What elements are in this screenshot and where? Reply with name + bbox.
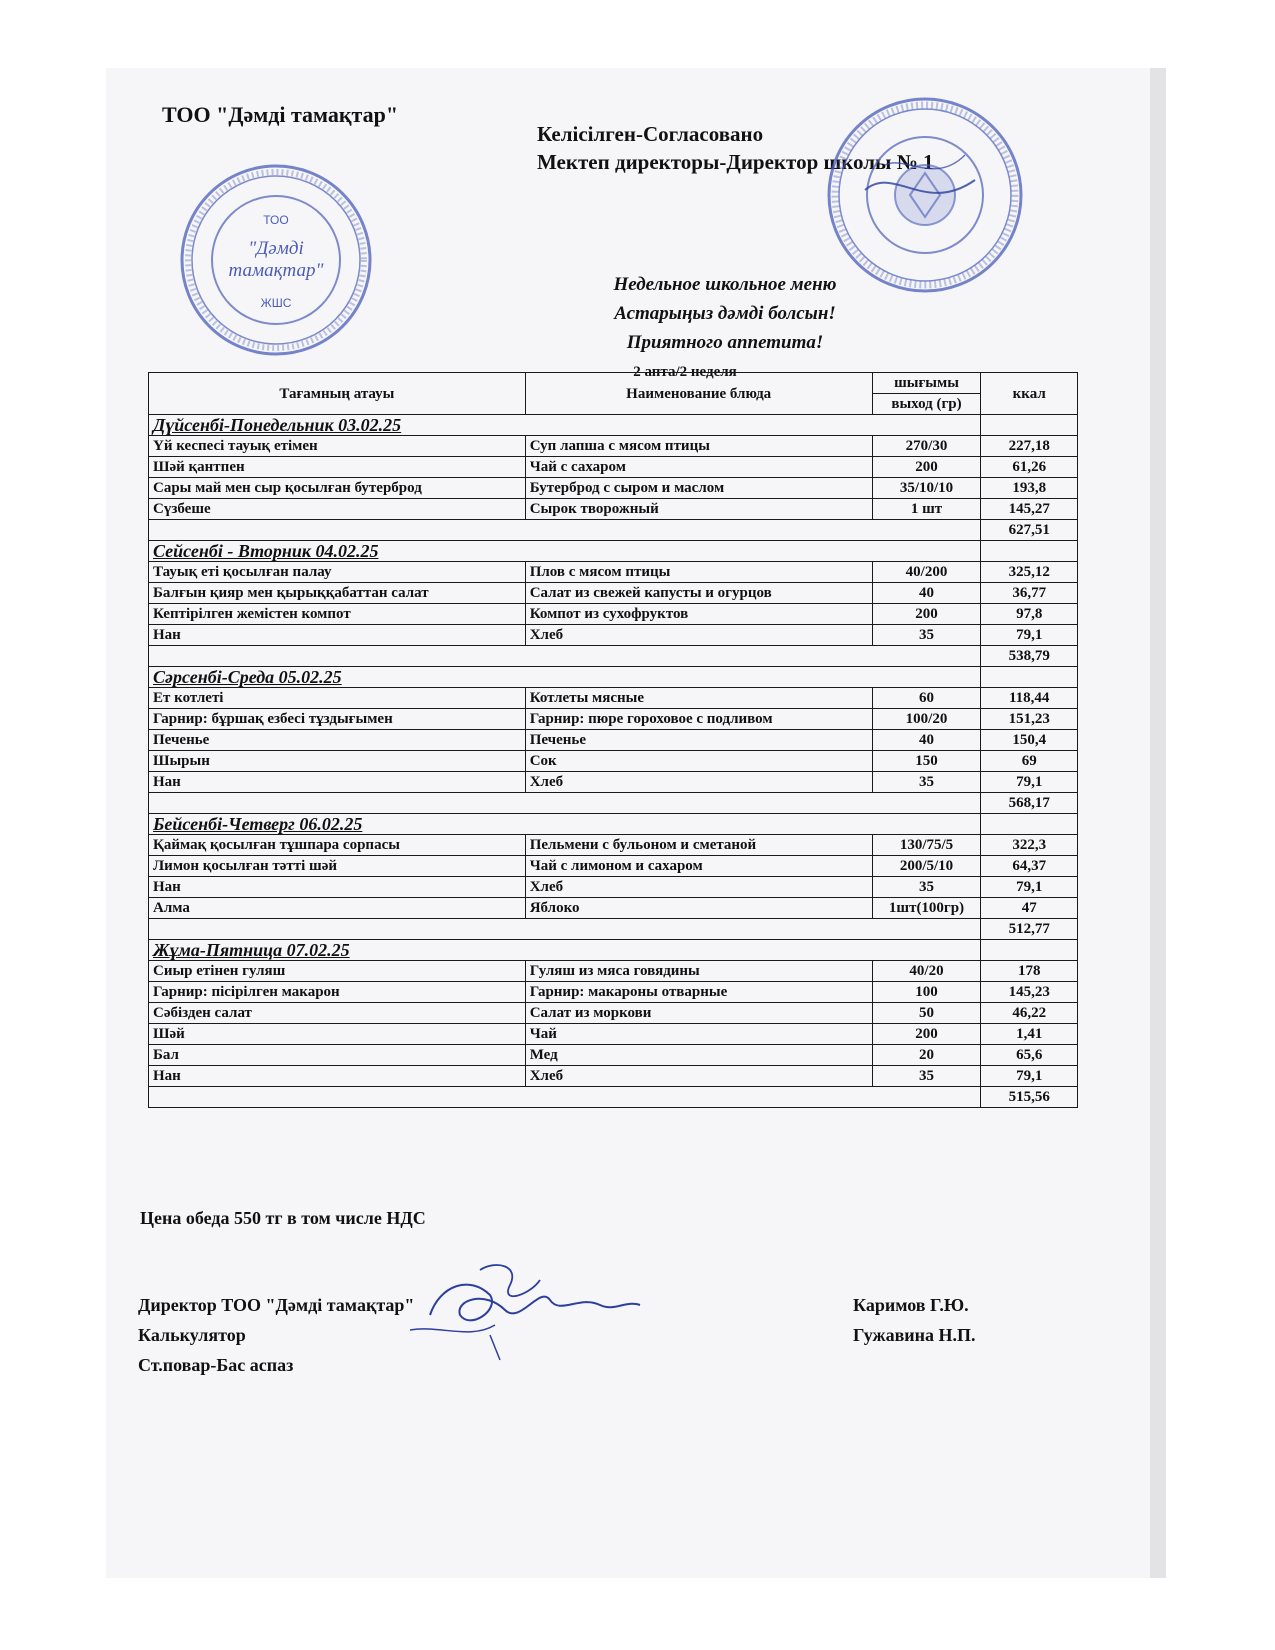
day-kcal-empty xyxy=(981,415,1078,436)
day-name: Бейсенбі-Четверг 06.02.25 xyxy=(149,814,981,835)
day-total-spacer xyxy=(149,1087,981,1108)
handwritten-signature-icon xyxy=(400,1255,650,1365)
table-header-row xyxy=(149,373,1078,394)
dish-name-ru: Сырок творожный xyxy=(525,499,872,520)
day-row xyxy=(149,415,1078,436)
dish-kcal: 79,1 xyxy=(981,772,1078,793)
dish-output: 50 xyxy=(872,1003,981,1024)
day-total-row xyxy=(149,520,1078,541)
dish-output: 100/20 xyxy=(872,709,981,730)
dish-name-kz: Шәй қантпен xyxy=(149,457,526,478)
price-note: Цена обеда 550 тг в том числе НДС xyxy=(140,1208,426,1228)
company-stamp-icon xyxy=(178,162,374,358)
stamp-text-2: "Дәмді xyxy=(248,238,304,259)
dish-kcal: 79,1 xyxy=(981,877,1078,898)
approval-line-2: Мектеп директоры-Директор школы № 1 xyxy=(537,150,934,174)
signature-title-director: Директор ТОО "Дәмді тамақтар" xyxy=(138,1295,415,1315)
dish-output: 40/200 xyxy=(872,562,981,583)
col-header-kcal: ккал xyxy=(981,373,1078,415)
menu-table xyxy=(148,372,1078,1108)
dish-name-kz: Кептірілген жемістен компот xyxy=(149,604,526,625)
dish-name-ru: Салат из свежей капусты и огурцов xyxy=(525,583,872,604)
dish-output: 130/75/5 xyxy=(872,835,981,856)
menu-greeting-kz: Астарыңыз дәмді болсын! xyxy=(614,303,836,324)
dish-output: 40 xyxy=(872,730,981,751)
dish-row xyxy=(149,877,1078,898)
dish-name-kz: Нан xyxy=(149,877,526,898)
day-name: Дүйсенбі-Понедельник 03.02.25 xyxy=(149,415,981,436)
dish-name-ru: Печенье xyxy=(525,730,872,751)
dish-kcal: 322,3 xyxy=(981,835,1078,856)
day-total-row xyxy=(149,646,1078,667)
dish-name-kz: Нан xyxy=(149,625,526,646)
col-header-ru: Наименование блюда xyxy=(525,373,872,415)
dish-name-kz: Шәй xyxy=(149,1024,526,1045)
dish-kcal: 69 xyxy=(981,751,1078,772)
dish-kcal: 145,27 xyxy=(981,499,1078,520)
dish-row xyxy=(149,898,1078,919)
dish-kcal: 36,77 xyxy=(981,583,1078,604)
dish-name-ru: Чай с сахаром xyxy=(525,457,872,478)
dish-name-ru: Пельмени с бульоном и сметаной xyxy=(525,835,872,856)
dish-kcal: 193,8 xyxy=(981,478,1078,499)
dish-row xyxy=(149,1045,1078,1066)
signature-name-director: Каримов Г.Ю. xyxy=(853,1295,969,1315)
dish-name-ru: Гарнир: макароны отварные xyxy=(525,982,872,1003)
dish-name-ru: Хлеб xyxy=(525,877,872,898)
dish-kcal: 227,18 xyxy=(981,436,1078,457)
dish-output: 35/10/10 xyxy=(872,478,981,499)
day-name: Сейсенбі - Вторник 04.02.25 xyxy=(149,541,981,562)
dish-kcal: 145,23 xyxy=(981,982,1078,1003)
dish-kcal: 118,44 xyxy=(981,688,1078,709)
dish-output: 150 xyxy=(872,751,981,772)
dish-name-ru: Гарнир: пюре гороховое с подливом xyxy=(525,709,872,730)
dish-name-kz: Ет котлеті xyxy=(149,688,526,709)
day-total-kcal: 568,17 xyxy=(981,793,1078,814)
dish-kcal: 64,37 xyxy=(981,856,1078,877)
day-total-row xyxy=(149,919,1078,940)
dish-name-ru: Яблоко xyxy=(525,898,872,919)
dish-kcal: 47 xyxy=(981,898,1078,919)
dish-name-kz: Сиыр етінен гуляш xyxy=(149,961,526,982)
dish-row xyxy=(149,772,1078,793)
dish-row xyxy=(149,625,1078,646)
dish-output: 200 xyxy=(872,457,981,478)
dish-output: 100 xyxy=(872,982,981,1003)
dish-output: 200/5/10 xyxy=(872,856,981,877)
col-header-output-unit: выход (гр) xyxy=(872,394,981,415)
dish-row xyxy=(149,982,1078,1003)
day-total-kcal: 538,79 xyxy=(981,646,1078,667)
dish-row xyxy=(149,961,1078,982)
dish-output: 35 xyxy=(872,877,981,898)
dish-name-kz: Гарнир: пісірілген макарон xyxy=(149,982,526,1003)
dish-name-ru: Хлеб xyxy=(525,625,872,646)
day-total-spacer xyxy=(149,520,981,541)
dish-row xyxy=(149,562,1078,583)
dish-output: 40/20 xyxy=(872,961,981,982)
company-name: ТОО "Дәмді тамақтар" xyxy=(162,102,399,127)
dish-row xyxy=(149,604,1078,625)
dish-output: 200 xyxy=(872,1024,981,1045)
dish-name-ru: Хлеб xyxy=(525,1066,872,1087)
dish-output: 35 xyxy=(872,772,981,793)
dish-row xyxy=(149,856,1078,877)
menu-greeting-ru: Приятного аппетита! xyxy=(626,332,824,353)
stamp-text-1: ТОО xyxy=(263,213,289,227)
dish-name-ru: Чай xyxy=(525,1024,872,1045)
dish-name-kz: Қаймақ қосылған тұшпара сорпасы xyxy=(149,835,526,856)
dish-row xyxy=(149,436,1078,457)
dish-output: 60 xyxy=(872,688,981,709)
day-total-spacer xyxy=(149,919,981,940)
dish-row xyxy=(149,751,1078,772)
signature-titles xyxy=(138,1290,414,1380)
day-kcal-empty xyxy=(981,541,1078,562)
dish-kcal: 1,41 xyxy=(981,1024,1078,1045)
menu-title-block xyxy=(560,270,890,357)
dish-output: 1шт(100гр) xyxy=(872,898,981,919)
dish-name-kz: Нан xyxy=(149,772,526,793)
day-total-kcal: 627,51 xyxy=(981,520,1078,541)
dish-row xyxy=(149,1003,1078,1024)
dish-name-ru: Салат из моркови xyxy=(525,1003,872,1024)
dish-kcal: 97,8 xyxy=(981,604,1078,625)
dish-row xyxy=(149,457,1078,478)
dish-row xyxy=(149,688,1078,709)
dish-name-kz: Лимон қосылған тәтті шәй xyxy=(149,856,526,877)
dish-output: 35 xyxy=(872,625,981,646)
dish-name-kz: Сәбізден салат xyxy=(149,1003,526,1024)
dish-name-kz: Гарнир: бұршақ езбесі тұздығымен xyxy=(149,709,526,730)
day-row xyxy=(149,814,1078,835)
menu-table-body xyxy=(149,415,1078,1108)
day-total-spacer xyxy=(149,793,981,814)
dish-row xyxy=(149,1066,1078,1087)
school-stamp-icon xyxy=(825,95,1025,295)
dish-name-ru: Сок xyxy=(525,751,872,772)
menu-title: Недельное школьное меню xyxy=(613,274,837,295)
day-kcal-empty xyxy=(981,667,1078,688)
dish-name-ru: Гуляш из мяса говядины xyxy=(525,961,872,982)
dish-output: 35 xyxy=(872,1066,981,1087)
dish-name-ru: Мед xyxy=(525,1045,872,1066)
signature-name-chef: Гужавина Н.П. xyxy=(853,1325,976,1345)
dish-kcal: 178 xyxy=(981,961,1078,982)
dish-kcal: 46,22 xyxy=(981,1003,1078,1024)
day-kcal-empty xyxy=(981,814,1078,835)
dish-name-ru: Бутерброд с сыром и маслом xyxy=(525,478,872,499)
dish-name-kz: Алма xyxy=(149,898,526,919)
dish-name-ru: Компот из сухофруктов xyxy=(525,604,872,625)
day-total-row xyxy=(149,793,1078,814)
dish-row xyxy=(149,835,1078,856)
dish-output: 270/30 xyxy=(872,436,981,457)
day-total-kcal: 515,56 xyxy=(981,1087,1078,1108)
dish-output: 40 xyxy=(872,583,981,604)
dish-name-kz: Балғын қияр мен қырыққабаттан салат xyxy=(149,583,526,604)
day-total-row xyxy=(149,1087,1078,1108)
day-row xyxy=(149,541,1078,562)
dish-row xyxy=(149,730,1078,751)
dish-row xyxy=(149,499,1078,520)
dish-row xyxy=(149,583,1078,604)
week-label: 2 апта/2 неделя xyxy=(633,364,737,380)
dish-name-kz: Сүзбеше xyxy=(149,499,526,520)
signature-title-chef: Ст.повар-Бас аспаз xyxy=(138,1355,294,1375)
day-row xyxy=(149,667,1078,688)
day-total-spacer xyxy=(149,646,981,667)
dish-name-kz: Сары май мен сыр қосылған бутерброд xyxy=(149,478,526,499)
col-header-output: шығымы xyxy=(872,373,981,394)
dish-name-kz: Нан xyxy=(149,1066,526,1087)
dish-kcal: 61,26 xyxy=(981,457,1078,478)
dish-kcal: 79,1 xyxy=(981,625,1078,646)
dish-kcal: 150,4 xyxy=(981,730,1078,751)
dish-kcal: 79,1 xyxy=(981,1066,1078,1087)
dish-name-kz: Печенье xyxy=(149,730,526,751)
dish-row xyxy=(149,478,1078,499)
dish-name-ru: Суп лапша с мясом птицы xyxy=(525,436,872,457)
dish-output: 1 шт xyxy=(872,499,981,520)
dish-kcal: 151,23 xyxy=(981,709,1078,730)
day-kcal-empty xyxy=(981,940,1078,961)
day-name: Жұма-Пятница 07.02.25 xyxy=(149,940,981,961)
dish-row xyxy=(149,1024,1078,1045)
signature-names xyxy=(853,1290,976,1350)
dish-name-kz: Бал xyxy=(149,1045,526,1066)
day-name: Сәрсенбі-Среда 05.02.25 xyxy=(149,667,981,688)
dish-name-kz: Шырын xyxy=(149,751,526,772)
dish-row xyxy=(149,709,1078,730)
dish-name-ru: Хлеб xyxy=(525,772,872,793)
dish-output: 200 xyxy=(872,604,981,625)
col-header-kz: Тағамның атауы xyxy=(149,373,526,415)
day-row xyxy=(149,940,1078,961)
dish-output: 20 xyxy=(872,1045,981,1066)
stamp-text-3: тамақтар" xyxy=(228,260,324,281)
dish-name-ru: Котлеты мясные xyxy=(525,688,872,709)
signature-title-calculator: Калькулятор xyxy=(138,1325,246,1345)
dish-name-kz: Тауық еті қосылған палау xyxy=(149,562,526,583)
dish-name-kz: Үй кеспесі тауық етімен xyxy=(149,436,526,457)
dish-name-ru: Плов с мясом птицы xyxy=(525,562,872,583)
dish-name-ru: Чай с лимоном и сахаром xyxy=(525,856,872,877)
dish-kcal: 325,12 xyxy=(981,562,1078,583)
page-edge-shadow xyxy=(1150,68,1166,1578)
stamp-text-4: ЖШС xyxy=(260,296,292,310)
day-total-kcal: 512,77 xyxy=(981,919,1078,940)
dish-kcal: 65,6 xyxy=(981,1045,1078,1066)
approval-line-1: Келісілген-Согласовано xyxy=(537,122,764,146)
